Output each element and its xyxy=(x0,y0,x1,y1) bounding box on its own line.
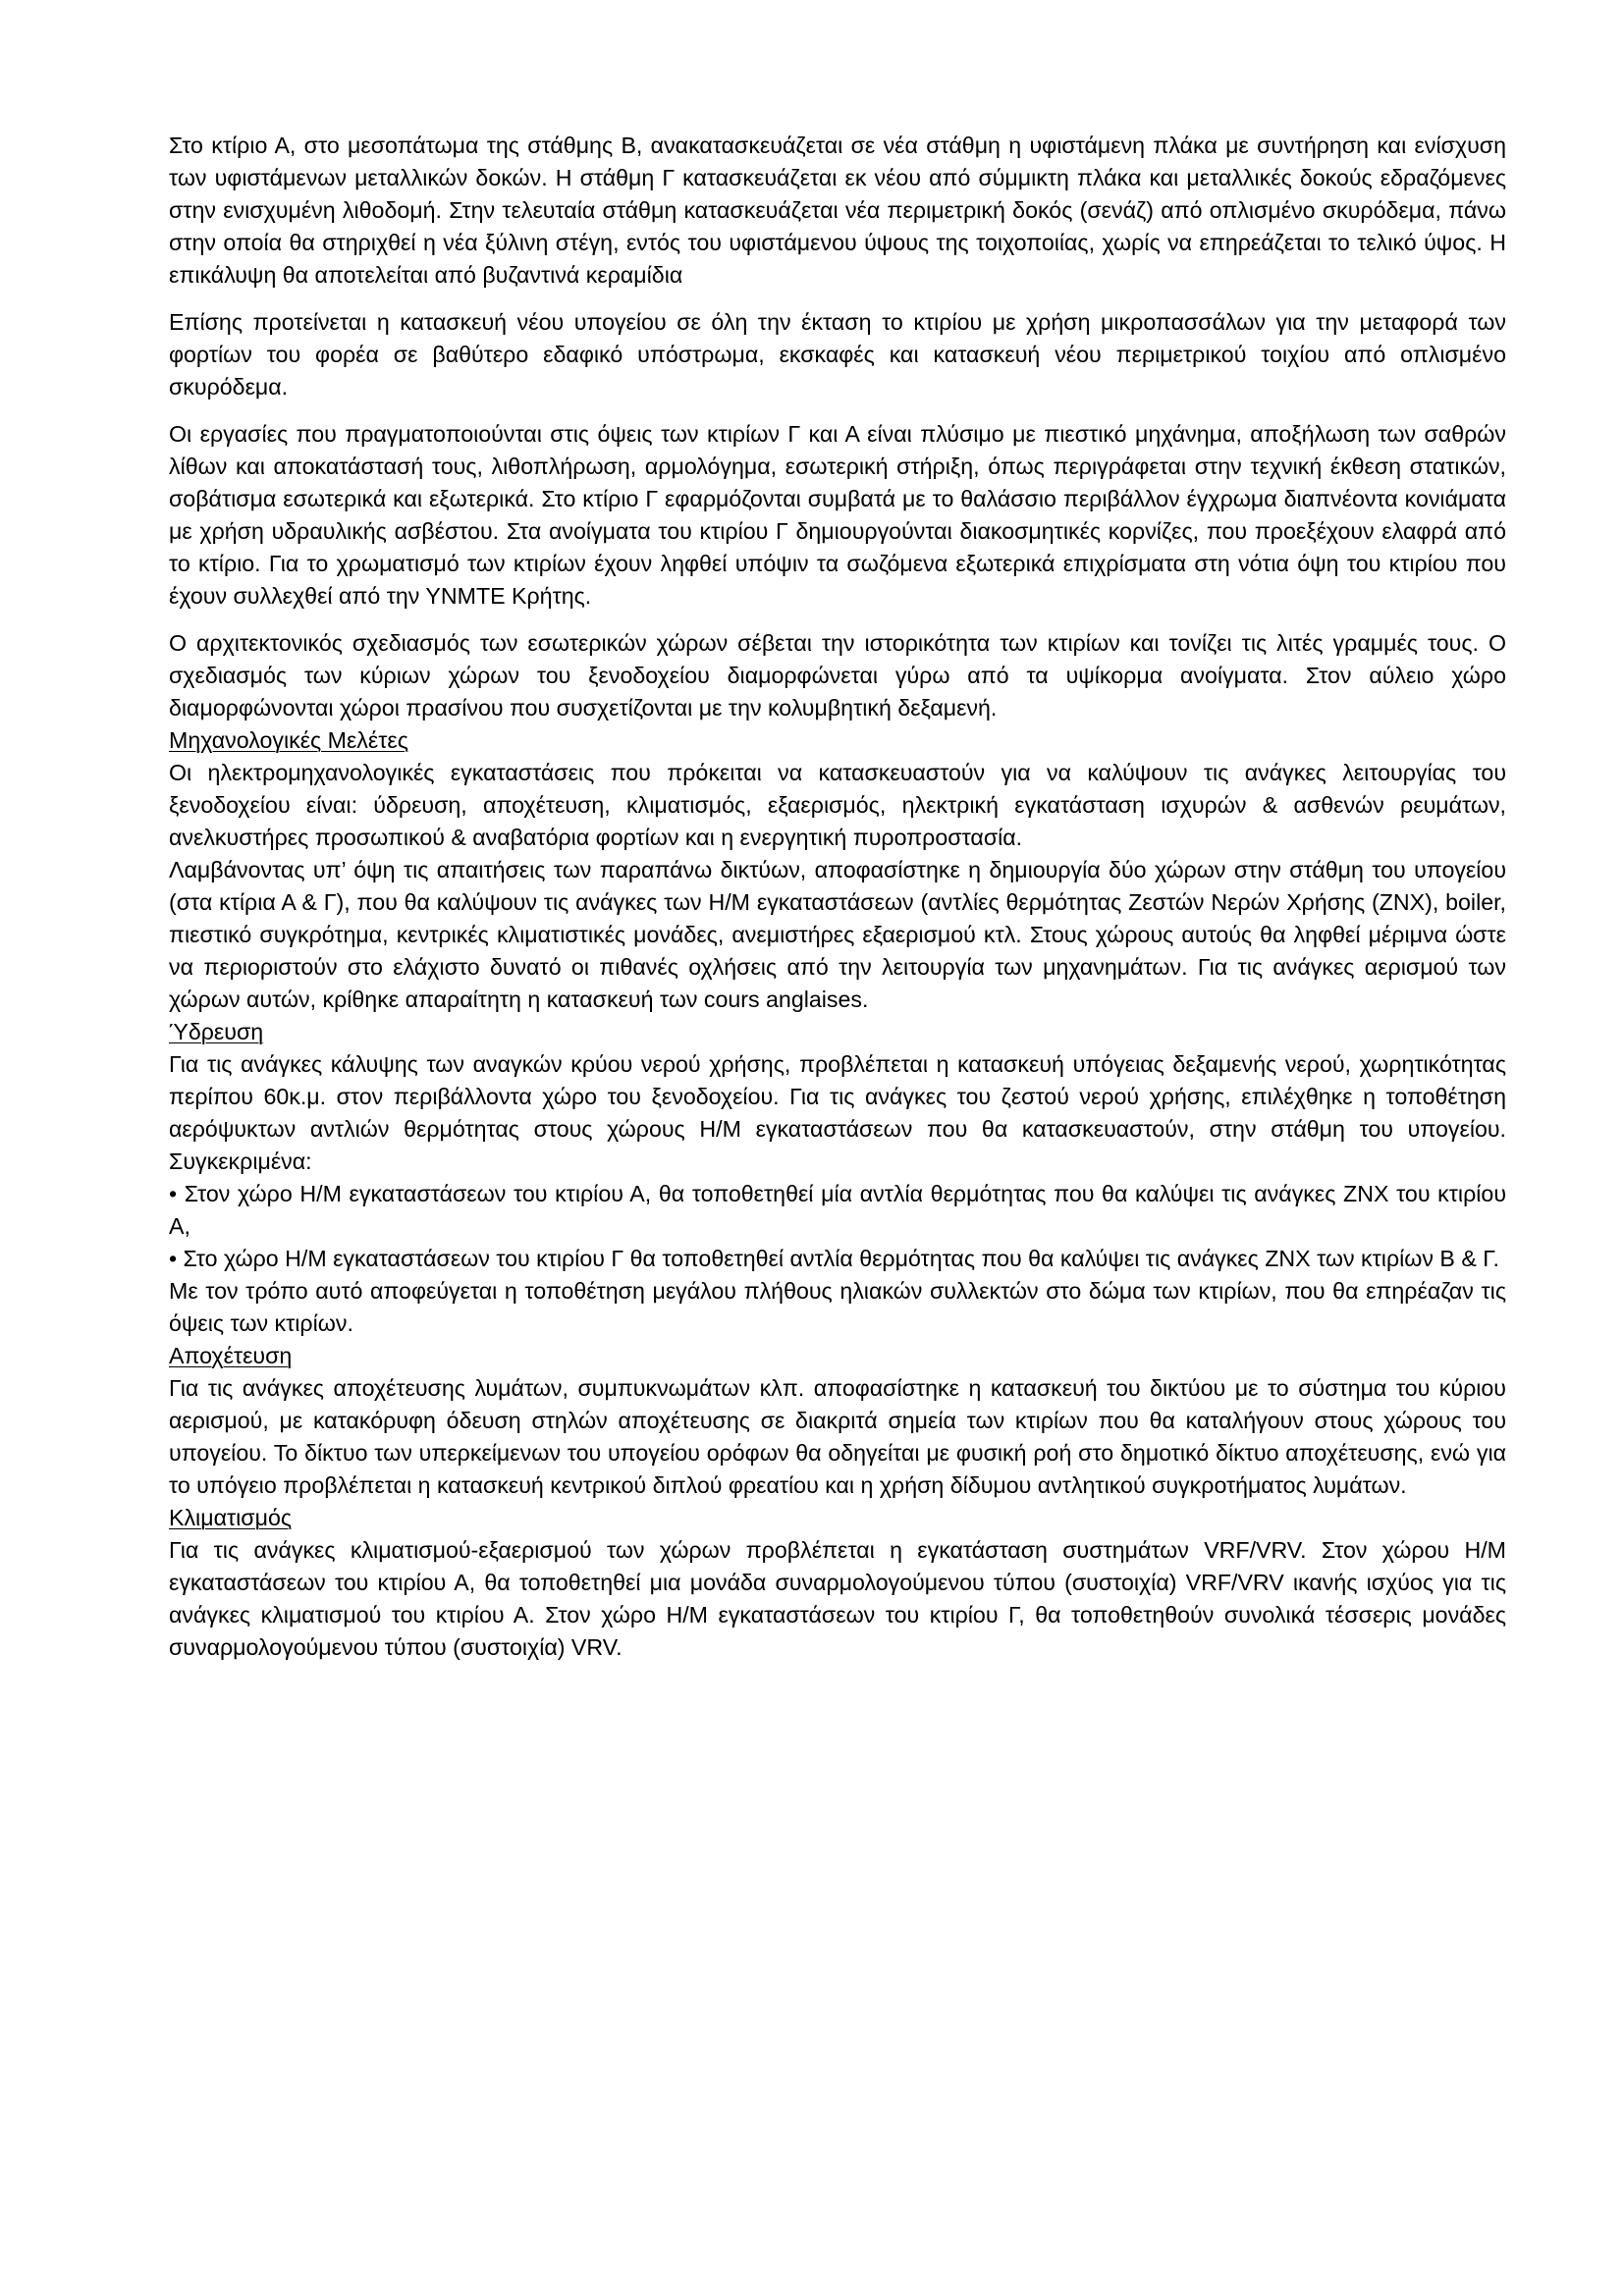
list-item-building-a-heat-pump: • Στον χώρο Η/Μ εγκαταστάσεων του κτιρίου Α, θα τοποθετηθεί μία αντλία θερμότητας που θα καλύψει τις ανάγκες ΖΝΧ του κτιρίου Α, xyxy=(169,1181,1506,1239)
heading-mechanical-studies: Μηχανολογικές Μελέτες xyxy=(169,727,408,753)
list-item-building-g-heat-pump: • Στο χώρο Η/Μ εγκαταστάσεων του κτιρίου Γ θα τοποθετηθεί αντλία θερμότητας που θα καλύψει τις ανάγκες ΖΝΧ των κτιρίων Β & Γ. xyxy=(169,1246,1499,1271)
paragraph-drainage: Για τις ανάγκες αποχέτευσης λυμάτων, συμπυκνωμάτων κλπ. αποφασίστηκε η κατασκευή του δικτύου με το σύστημα του κύριου αερισμού, με κατακόρυφη όδευση στηλών αποχέτευσης σε διακριτά σημεία των κτιρίων που θα καταλήγουν στους χώρους του υπογείου. Το δίκτυο των υπερκείμενων του υπογείου ορόφων θα οδηγείται με φυσική ροή στο δημοτικό δίκτυο αποχέτευσης, ενώ για το υπόγειο προβλέπεται η κατασκευή κεντρικού διπλού φρεατίου και η χρήση δίδυμου αντλητικού συγκροτήματος λυμάτων. xyxy=(169,1375,1506,1498)
heading-drainage: Αποχέτευση xyxy=(169,1343,293,1368)
document-page xyxy=(169,130,1506,1664)
paragraph-mechanical-rooms: Λαμβάνοντας υπ’ όψη τις απαιτήσεις των παραπάνω δικτύων, αποφασίστηκε η δημιουργία δύο χώρων στην στάθμη του υπογείου (στα κτίρια Α & Γ), που θα καλύψουν τις ανάγκες των Η/Μ εγκαταστάσεων (αντλίες θερμότητας Ζεστών Νερών Χρήσης (ΖΝΧ), boiler, πιεστικό συγκρότημα, κεντρικές κλιματιστικές μονάδες, ανεμιστήρες εξαερισμού κτλ. Στους χώρους αυτούς θα ληφθεί μέριμνα ώστε να περιοριστούν στο ελάχιστο δυνατό οι πιθανές οχλήσεις από την λειτουργία των μηχανημάτων. Για τις ανάγκες αερισμού των χώρων αυτών, κρίθηκε απαραίτητη η κατασκευή των cours anglaises. xyxy=(169,857,1506,1012)
paragraph-facade-works: Οι εργασίες που πραγματοποιούνται στις όψεις των κτιρίων Γ και Α είναι πλύσιμο με πιεστικό μηχάνημα, αποξήλωση των σαθρών λίθων και αποκατάστασή τους, λιθοπλήρωση, αρμολόγημα, εσωτερική στήριξη, όπως περιγράφεται στην τεχνική έκθεση στατικών, σοβάτισμα εσωτερικά και εξωτερικά. Στο κτίριο Γ εφαρμόζονται συμβατά με το θαλάσσιο περιβάλλον έγχρωμα διαπνέοντα κονιάματα με χρήση υδραυλικής ασβέστου. Στα ανοίγματα του κτιρίου Γ δημιουργούνται διακοσμητικές κορνίζες, που προεξέχουν ελαφρά από το κτίριο. Για το χρωματισμό των κτιρίων έχουν ληφθεί υπόψιν τα σωζόμενα εξωτερικά επιχρίσματα στη νότια όψη του κτιρίου που έχουν συλλεχθεί από την ΥΝΜΤΕ Κρήτης. xyxy=(169,421,1506,609)
paragraph-air-conditioning: Για τις ανάγκες κλιματισμού-εξαερισμού των χώρων προβλέπεται η εγκατάσταση συστημάτων VRF/VRV. Στον χώρου Η/Μ εγκαταστάσεων του κτιρίου Α, θα τοποθετηθεί μια μονάδα συναρμολογούμενου τύπου (συστοιχία) VRF/VRV ικανής ισχύος για τις ανάγκες κλιματισμού του κτιρίου Α. Στον χώρο Η/Μ εγκαταστάσεων του κτιρίου Γ, θα τοποθετηθούν συνολικά τέσσερις μονάδες συναρμολογούμενου τύπου (συστοιχία) VRV. xyxy=(169,1537,1506,1660)
heading-air-conditioning: Κλιματισμός xyxy=(169,1505,293,1530)
paragraph-mechanical-installations: Οι ηλεκτρομηχανολογικές εγκαταστάσεις που πρόκειται να κατασκευαστούν για να καλύψουν τις ανάγκες λειτουργίας του ξενοδοχείου είναι: ύδρευση, αποχέτευση, κλιματισμός, εξαερισμός, ηλεκτρική εγκατάσταση ισχυρών & ασθενών ρευμάτων, ανελκυστήρες προσωπικού & αναβατόρια φορτίων και η ενεργητική πυροπροστασία. xyxy=(169,760,1506,850)
paragraph-building-a-slabs: Στο κτίριο Α, στο μεσοπάτωμα της στάθμης Β, ανακατασκευάζεται σε νέα στάθμη η υφιστάμενη πλάκα με συντήρηση και ενίσχυση των υφιστάμενων μεταλλικών δοκών. Η στάθμη Γ κατασκευάζεται εκ νέου από σύμμικτη πλάκα και μεταλλικές δοκούς εδραζόμενες στην ενισχυμένη λιθοδομή. Στην τελευταία στάθμη κατασκευάζεται νέα περιμετρική δοκός (σενάζ) από οπλισμένο σκυρόδεμα, πάνω στην οποία θα στηριχθεί η νέα ξύλινη στέγη, εντός του υφιστάμενου ύψους της τοιχοποιίας, χωρίς να επηρεάζεται το τελικό ύψος. Η επικάλυψη θα αποτελείται από βυζαντινά κεραμίδια xyxy=(169,133,1506,288)
paragraph-solar-collectors: Με τον τρόπο αυτό αποφεύγεται η τοποθέτηση μεγάλου πλήθους ηλιακών συλλεκτών στο δώμα των κτιρίων, που θα επηρέαζαν τις όψεις των κτιρίων. xyxy=(169,1278,1506,1336)
paragraph-water-supply: Για τις ανάγκες κάλυψης των αναγκών κρύου νερού χρήσης, προβλέπεται η κατασκευή υπόγειας δεξαμενής νερού, χωρητικότητας περίπου 60κ.μ. στον περιβάλλοντα χώρο του ξενοδοχείου. Για τις ανάγκες του ζεστού νερού χρήσης, επιλέχθηκε η τοποθέτηση αερόψυκτων αντλιών θερμότητας στους χώρους Η/Μ εγκαταστάσεων που θα κατασκευαστούν, στην στάθμη του υπογείου. Συγκεκριμένα: xyxy=(169,1051,1506,1174)
paragraph-interior-design: Ο αρχιτεκτονικός σχεδιασμός των εσωτερικών χώρων σέβεται την ιστορικότητα των κτιρίων και τονίζει τις λιτές γραμμές τους. Ο σχεδιασμός των κύριων χώρων του ξενοδοχείου διαμορφώνεται γύρω από τα υψίκορμα ανοίγματα. Στον αύλειο χώρο διαμορφώνονται χώροι πρασίνου που συσχετίζονται με την κολυμβητική δεξαμενή. xyxy=(169,630,1506,721)
paragraph-new-basement: Επίσης προτείνεται η κατασκευή νέου υπογείου σε όλη την έκταση το κτιρίου με χρήση μικροπασσάλων για την μεταφορά των φορτίων του φορέα σε βαθύτερο εδαφικό υπόστρωμα, εκσκαφές και κατασκευή νέου περιμετρικού τοιχίου από οπλισμένο σκυρόδεμα. xyxy=(169,309,1506,400)
heading-water-supply: Ύδρευση xyxy=(169,1019,264,1044)
